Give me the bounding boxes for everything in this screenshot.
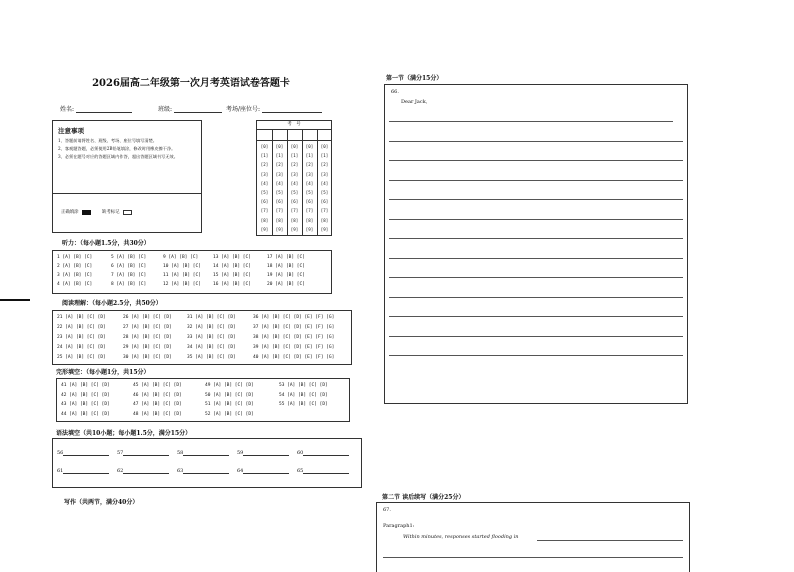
answer-option-row[interactable]: 53 [A] [B] [C] [D] bbox=[279, 383, 328, 388]
notes-item: 2、客观题答题，必须使用2B铅笔填涂，修改时用橡皮擦干净。 bbox=[58, 146, 176, 152]
answer-option-row[interactable]: 50 [A] [B] [C] [D] bbox=[205, 392, 254, 398]
exam-digit-bubble[interactable]: [8] bbox=[320, 217, 329, 223]
exam-digit-bubble[interactable]: [9] bbox=[305, 226, 314, 232]
grammar-answer-line[interactable] bbox=[63, 449, 109, 456]
writing-line[interactable] bbox=[389, 316, 683, 317]
class-label: 班级: bbox=[158, 106, 173, 113]
absent-mark-label: 缺考标记 bbox=[101, 210, 120, 215]
grammar-answer-line[interactable] bbox=[183, 467, 229, 474]
writing-line[interactable] bbox=[389, 160, 683, 161]
answer-option-row[interactable]: 13 [A] [B] [C] bbox=[213, 255, 251, 260]
class-blank[interactable] bbox=[174, 106, 222, 113]
grammar-blank[interactable] bbox=[237, 467, 289, 474]
grammar-blank-number: 61 bbox=[57, 468, 64, 474]
exam-digit-bubble[interactable]: [0] bbox=[320, 144, 329, 149]
paragraph-label: Paragraph1: bbox=[383, 523, 415, 529]
notes-heading: 注意事项 bbox=[58, 127, 84, 135]
section1-label: 第一节（满分15分） bbox=[386, 75, 443, 82]
notes-item: 3、必须在题号对应的答题区域内作答，超出答题区域书写无效。 bbox=[58, 154, 178, 160]
grammar-blank[interactable] bbox=[297, 449, 349, 456]
answer-option-row[interactable]: 8 [A] [B] [C] bbox=[111, 282, 147, 287]
exam-digit-bubble[interactable]: [3] bbox=[275, 171, 284, 177]
exam-digit-bubble[interactable]: [2] bbox=[305, 162, 314, 168]
writing-line[interactable] bbox=[389, 141, 683, 142]
grammar-blank-number: 62 bbox=[117, 468, 124, 474]
grammar-label: 语法填空（共10小题；每小题1.5分，满分15分） bbox=[56, 430, 192, 437]
exam-digit-bubble[interactable]: [6] bbox=[275, 199, 284, 205]
cloze-box bbox=[56, 378, 350, 422]
answer-option-row[interactable]: 22 [A] [B] [C] [D] bbox=[57, 325, 106, 330]
answer-option-row[interactable]: 18 [A] [B] [C] bbox=[267, 264, 305, 269]
answer-option-row[interactable]: 23 [A] [B] [C] [D] bbox=[57, 335, 106, 340]
name-blank[interactable] bbox=[76, 106, 132, 113]
exam-digit-bubble[interactable]: [2] bbox=[320, 162, 329, 168]
grammar-blank[interactable] bbox=[57, 449, 109, 456]
answer-option-row[interactable]: 52 [A] [B] [C] [D] bbox=[205, 411, 254, 417]
answer-option-row[interactable]: 10 [A] [B] [C] bbox=[163, 264, 201, 269]
exam-digit-bubble[interactable]: [0] bbox=[260, 144, 269, 149]
grammar-blank-number: 59 bbox=[237, 450, 244, 456]
exam-digit-bubble[interactable]: [7] bbox=[275, 208, 284, 214]
answer-option-row[interactable]: 44 [A] [B] [C] [D] bbox=[61, 411, 110, 417]
exam-digit-bubble[interactable]: [8] bbox=[305, 217, 314, 223]
grammar-blank[interactable] bbox=[237, 449, 289, 456]
answer-option-row[interactable]: 19 [A] [B] [C] bbox=[267, 273, 305, 278]
grammar-answer-line[interactable] bbox=[243, 449, 289, 456]
exam-digit-bubble[interactable]: [5] bbox=[320, 190, 329, 195]
exam-digit-bubble[interactable]: [3] bbox=[260, 171, 269, 177]
grammar-blank-number: 60 bbox=[297, 450, 304, 456]
grammar-blank[interactable] bbox=[177, 449, 229, 456]
section1-writing-area[interactable] bbox=[384, 84, 688, 404]
exam-digit-bubble[interactable]: [8] bbox=[275, 217, 284, 223]
exam-digit-bubble[interactable]: [6] bbox=[290, 199, 299, 205]
exam-digit-bubble[interactable]: [4] bbox=[275, 180, 284, 186]
grammar-blank[interactable] bbox=[57, 467, 109, 474]
grammar-blank-number: 58 bbox=[177, 450, 184, 456]
answer-option-row[interactable]: 43 [A] [B] [C] [D] bbox=[61, 402, 110, 408]
grammar-blank-number: 64 bbox=[237, 468, 244, 474]
solid-fill-sample bbox=[82, 210, 91, 215]
reading-box bbox=[52, 310, 352, 365]
writing-line[interactable] bbox=[389, 199, 683, 200]
room-field[interactable] bbox=[226, 104, 322, 113]
grammar-blank-number: 63 bbox=[177, 468, 184, 474]
grammar-answer-line[interactable] bbox=[243, 467, 289, 474]
paragraph-first-sentence: Within minutes, responses started flooding in bbox=[403, 534, 519, 540]
section2-label: 第二节 读后续写（满分25分） bbox=[382, 494, 465, 501]
grammar-blank-number: 65 bbox=[297, 468, 304, 474]
grammar-answer-line[interactable] bbox=[123, 449, 169, 456]
correct-fill-label: 正确填涂 bbox=[61, 210, 79, 215]
grammar-box bbox=[52, 438, 362, 488]
exam-digit-bubble[interactable]: [9] bbox=[290, 226, 299, 232]
answer-option-row[interactable]: 21 [A] [B] [C] [D] bbox=[57, 315, 106, 320]
answer-option-row[interactable]: 25 [A] [B] [C] [D] bbox=[57, 355, 106, 360]
writing-line[interactable] bbox=[383, 557, 683, 558]
exam-digit-bubble[interactable]: [6] bbox=[305, 199, 314, 205]
grammar-blank[interactable] bbox=[117, 449, 169, 456]
exam-number-grid bbox=[256, 120, 332, 236]
grammar-answer-line[interactable] bbox=[183, 449, 229, 456]
answer-option-row[interactable]: 17 [A] [B] [C] bbox=[267, 255, 305, 260]
answer-option-row[interactable]: 51 [A] [B] [C] [D] bbox=[205, 402, 254, 408]
cloze-label: 完形填空：（每小题1分，共15分） bbox=[56, 369, 150, 376]
question-number-66: 66. bbox=[391, 89, 399, 95]
answer-option-row[interactable]: 40 [A] [B] [C] [D] [E] [F] [G] bbox=[253, 355, 335, 360]
answer-option-row[interactable]: 41 [A] [B] [C] [D] bbox=[61, 383, 110, 388]
answer-option-row[interactable]: 45 [A] [B] [C] [D] bbox=[133, 383, 182, 388]
writing-line[interactable] bbox=[389, 180, 683, 181]
grammar-answer-line[interactable] bbox=[303, 467, 349, 474]
answer-option-row[interactable]: 55 [A] [B] [C] [D] bbox=[279, 402, 328, 408]
answer-option-row[interactable]: 31 [A] [B] [C] [D] bbox=[187, 315, 236, 320]
grammar-answer-line[interactable] bbox=[123, 467, 169, 474]
grammar-blank[interactable] bbox=[177, 467, 229, 474]
exam-digit-bubble[interactable]: [0] bbox=[305, 144, 314, 149]
fill-samples bbox=[61, 209, 201, 215]
answer-option-row[interactable]: 39 [A] [B] [C] [D] [E] [F] [G] bbox=[253, 345, 335, 350]
alignment-mark bbox=[0, 299, 30, 301]
writing-line[interactable] bbox=[389, 336, 683, 337]
exam-digit-bubble[interactable]: [1] bbox=[260, 153, 269, 159]
exam-digit-bubble[interactable]: [2] bbox=[260, 162, 269, 168]
answer-option-row[interactable]: 37 [A] [B] [C] [D] [E] [F] [G] bbox=[253, 325, 335, 330]
exam-digit-bubble[interactable]: [9] bbox=[260, 226, 269, 232]
grammar-answer-line[interactable] bbox=[303, 449, 349, 456]
exam-digit-bubble[interactable]: [1] bbox=[320, 153, 329, 159]
answer-option-row[interactable]: 49 [A] [B] [C] [D] bbox=[205, 383, 254, 388]
exam-digit-bubble[interactable]: [5] bbox=[275, 190, 284, 195]
answer-option-row[interactable]: 33 [A] [B] [C] [D] bbox=[187, 335, 236, 340]
exam-digit-bubble[interactable]: [2] bbox=[275, 162, 284, 168]
exam-digit-bubble[interactable]: [7] bbox=[305, 208, 314, 214]
absent-mark-checkbox[interactable] bbox=[123, 210, 132, 215]
class-field[interactable] bbox=[158, 104, 222, 113]
writing-line[interactable] bbox=[389, 121, 673, 122]
answer-option-row[interactable]: 36 [A] [B] [C] [D] [E] [F] [G] bbox=[253, 315, 335, 320]
writing-line[interactable] bbox=[389, 297, 683, 298]
writing-line[interactable] bbox=[389, 219, 683, 220]
writing-label: 写作（共两节，满分40分） bbox=[64, 499, 139, 506]
exam-digit-bubble[interactable]: [3] bbox=[290, 171, 299, 177]
notes-body bbox=[58, 137, 194, 162]
grammar-blank[interactable] bbox=[117, 467, 169, 474]
exam-digit-bubble[interactable]: [1] bbox=[275, 153, 284, 159]
exam-digit-bubble[interactable]: [7] bbox=[290, 208, 299, 214]
notes-box bbox=[52, 120, 202, 233]
exam-number-title: 考 号 bbox=[257, 121, 331, 130]
answer-option-row[interactable]: 35 [A] [B] [C] [D] bbox=[187, 355, 236, 360]
grammar-blank-number: 56 bbox=[57, 450, 64, 456]
writing-line[interactable] bbox=[389, 258, 683, 259]
exam-digit-bubble[interactable]: [0] bbox=[290, 144, 299, 149]
exam-digit-bubble[interactable]: [3] bbox=[320, 171, 329, 177]
exam-digit-bubble[interactable]: [4] bbox=[260, 180, 269, 186]
exam-digit-bubble[interactable]: [7] bbox=[320, 208, 329, 214]
exam-digit-bubble[interactable]: [6] bbox=[260, 199, 269, 205]
exam-digit-bubble[interactable]: [0] bbox=[275, 144, 284, 149]
answer-option-row[interactable]: 7 [A] [B] [C] bbox=[111, 273, 147, 278]
answer-option-row[interactable]: 3 [A] [B] [C] bbox=[57, 273, 93, 278]
answer-option-row[interactable]: 2 [A] [B] [C] bbox=[57, 264, 93, 269]
answer-option-row[interactable]: 48 [A] [B] [C] [D] bbox=[133, 411, 182, 417]
exam-digit-bubble[interactable]: [5] bbox=[260, 190, 269, 195]
answer-option-row[interactable]: 11 [A] [B] [C] bbox=[163, 273, 201, 278]
listening-box bbox=[52, 250, 332, 294]
reading-label: 阅读理解：（每小题2.5分，共50分） bbox=[62, 300, 162, 307]
exam-digit-bubble[interactable]: [9] bbox=[320, 226, 329, 232]
exam-digit-bubble[interactable]: [2] bbox=[290, 162, 299, 168]
question-number-67: 67. bbox=[383, 507, 391, 513]
page-title: 2026届高二年级第一次月考英语试卷答题卡 bbox=[92, 78, 290, 89]
answer-option-row[interactable]: 14 [A] [B] [C] bbox=[213, 264, 251, 269]
listening-label: 听力：（每小题1.5分，共30分） bbox=[62, 240, 150, 247]
name-label: 姓名: bbox=[60, 106, 75, 113]
grammar-blank[interactable] bbox=[297, 467, 349, 474]
exam-number-write-row[interactable] bbox=[257, 129, 331, 141]
exam-digit-bubble[interactable]: [4] bbox=[320, 180, 329, 186]
answer-option-row[interactable]: 4 [A] [B] [C] bbox=[57, 282, 93, 287]
exam-digit-bubble[interactable]: [4] bbox=[305, 180, 314, 186]
exam-digit-bubble[interactable]: [6] bbox=[320, 199, 329, 205]
answer-option-row[interactable]: 34 [A] [B] [C] [D] bbox=[187, 345, 236, 350]
notes-item: 1、答题前请将姓名、班级、考场、座位号填写清楚。 bbox=[58, 138, 157, 143]
answer-option-row[interactable]: 28 [A] [B] [C] [D] bbox=[123, 335, 172, 340]
writing-line[interactable] bbox=[389, 238, 683, 239]
exam-digit-bubble[interactable]: [8] bbox=[290, 217, 299, 223]
answer-option-row[interactable]: 5 [A] [B] [C] bbox=[111, 255, 147, 260]
writing-line[interactable] bbox=[537, 540, 683, 541]
answer-option-row[interactable]: 16 [A] [B] [C] bbox=[213, 282, 251, 287]
writing-line[interactable] bbox=[389, 355, 683, 356]
room-label: 考场/座位号: bbox=[226, 106, 261, 113]
exam-digit-bubble[interactable]: [3] bbox=[305, 171, 314, 177]
answer-option-row[interactable]: 12 [A] [B] [C] bbox=[163, 282, 201, 287]
salutation: Dear Jack, bbox=[401, 99, 428, 105]
answer-option-row[interactable]: 20 [A] [B] [C] bbox=[267, 282, 305, 287]
answer-option-row[interactable]: 1 [A] [B] [C] bbox=[57, 255, 93, 260]
notes-divider bbox=[53, 193, 201, 194]
exam-digit-bubble[interactable]: [1] bbox=[290, 153, 299, 159]
answer-option-row[interactable]: 42 [A] [B] [C] [D] bbox=[61, 392, 110, 398]
exam-digit-bubble[interactable]: [5] bbox=[305, 190, 314, 195]
name-field[interactable] bbox=[60, 104, 132, 113]
exam-digit-bubble[interactable]: [4] bbox=[290, 180, 299, 186]
answer-option-row[interactable]: 29 [A] [B] [C] [D] bbox=[123, 345, 172, 350]
grammar-answer-line[interactable] bbox=[63, 467, 109, 474]
answer-option-row[interactable]: 47 [A] [B] [C] [D] bbox=[133, 402, 182, 408]
answer-option-row[interactable]: 6 [A] [B] [C] bbox=[111, 264, 147, 269]
answer-option-row[interactable]: 38 [A] [B] [C] [D] [E] [F] [G] bbox=[253, 335, 335, 340]
exam-digit-bubble[interactable]: [7] bbox=[260, 208, 269, 214]
grammar-blank-number: 57 bbox=[117, 450, 124, 456]
exam-digit-bubble[interactable]: [5] bbox=[290, 190, 299, 195]
exam-digit-bubble[interactable]: [9] bbox=[275, 226, 284, 232]
answer-option-row[interactable]: 15 [A] [B] [C] bbox=[213, 273, 251, 278]
answer-option-row[interactable]: 32 [A] [B] [C] [D] bbox=[187, 325, 236, 330]
answer-option-row[interactable]: 46 [A] [B] [C] [D] bbox=[133, 392, 182, 398]
answer-option-row[interactable]: 9 [A] [B] [C] bbox=[163, 255, 199, 260]
answer-option-row[interactable]: 54 [A] [B] [C] [D] bbox=[279, 392, 328, 398]
exam-digit-bubble[interactable]: [8] bbox=[260, 217, 269, 223]
answer-option-row[interactable]: 26 [A] [B] [C] [D] bbox=[123, 315, 172, 320]
answer-option-row[interactable]: 27 [A] [B] [C] [D] bbox=[123, 325, 172, 330]
writing-line[interactable] bbox=[389, 277, 683, 278]
answer-option-row[interactable]: 24 [A] [B] [C] [D] bbox=[57, 345, 106, 350]
answer-option-row[interactable]: 30 [A] [B] [C] [D] bbox=[123, 355, 172, 360]
room-blank[interactable] bbox=[262, 106, 322, 113]
exam-digit-bubble[interactable]: [1] bbox=[305, 153, 314, 159]
